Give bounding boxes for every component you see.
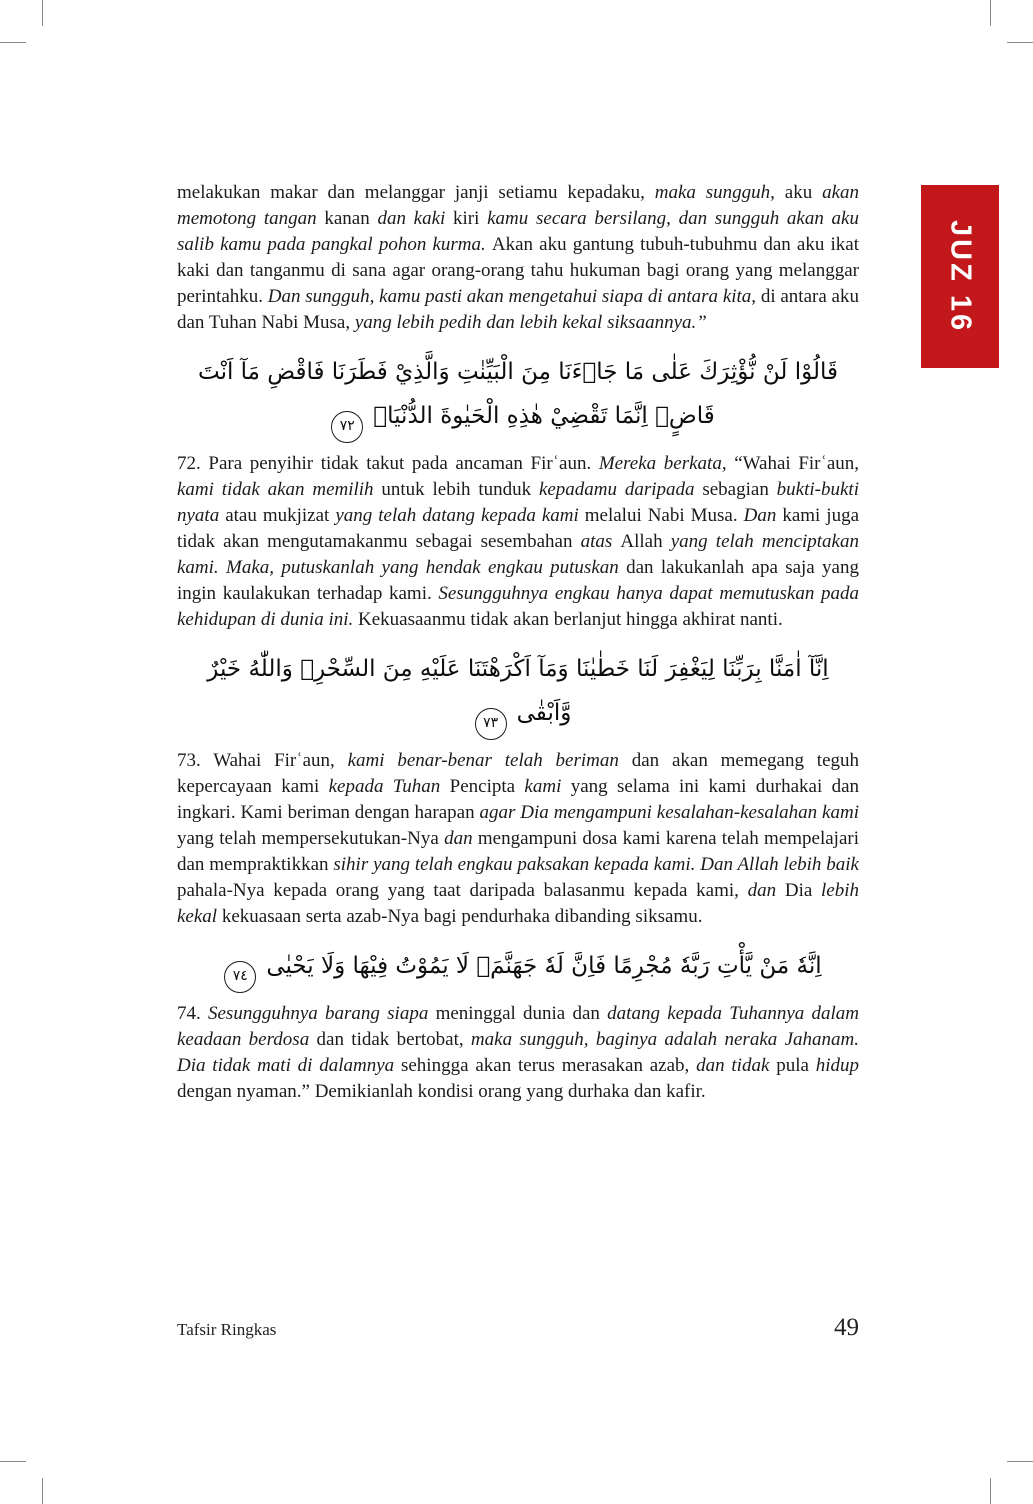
ayah-number-marker: ٧٣ bbox=[475, 708, 507, 740]
crop-mark-bottom-left-horizontal bbox=[0, 1461, 26, 1462]
arabic-verse-text: اِنَّهٗ مَنْ يَّأْتِ رَبَّهٗ مُجْرِمًا فَاِنَّ لَهٗ جَهَنَّمَۗ لَا يَمُوْتُ فِيْهَا وَلَا يَحْيٰى bbox=[266, 953, 822, 979]
crop-mark-top-right-horizontal bbox=[1007, 42, 1033, 43]
crop-mark-bottom-right-horizontal bbox=[1007, 1461, 1033, 1462]
crop-mark-bottom-left-vertical bbox=[42, 1478, 43, 1504]
arabic-verse bbox=[177, 944, 859, 993]
arabic-verse-text: اِنَّآ اٰمَنَّا بِرَبِّنَا لِيَغْفِرَ لَنَا خَطٰيٰنَا وَمَآ اَكْرَهْتَنَا عَلَيْهِ مِنَ السِّحْرِۗ وَاللّٰهُ خَيْرٌ وَّاَبْقٰى bbox=[207, 656, 829, 726]
translation-paragraph: 72. Para penyihir tidak takut pada ancaman Firʿaun. Mereka berkata, “Wahai Firʿaun, kami tidak akan memilih untuk lebih tunduk kepadamu daripada sebagian bukti-bukti nyata atau mukjizat yang telah datang kepada kami melalui Nabi Musa. Dan kami juga tidak akan mengutamakanmu sebagai sesembahan atas Allah yang telah menciptakan kami. Maka, putuskanlah yang hendak engkau putuskan dan lakukanlah apa saja yang ingin kaulakukan terhadap kami. Sesungguhnya engkau hanya dapat memutuskan pada kehidupan di dunia ini. Kekuasaanmu tidak akan berlanjut hingga akhirat nanti. bbox=[177, 453, 859, 630]
juz-16-tab bbox=[921, 185, 999, 368]
footer bbox=[177, 1314, 859, 1342]
juz-tab-label: JUZ 16 bbox=[944, 219, 977, 334]
translation-paragraph: 74. Sesungguhnya barang siapa meninggal dunia dan datang kepada Tuhannya dalam keadaan berdosa dan tidak bertobat, maka sungguh, baginya adalah neraka Jahanam. Dia tidak mati di dalamnya sehingga akan terus merasakan azab, dan tidak pula hidup dengan nyaman.” Demikianlah kondisi orang yang durhaka dan kafir. bbox=[177, 1003, 860, 1102]
translation-paragraph: melakukan makar dan melanggar janji setiamu kepadaku, maka sungguh, aku akan memotong tangan kanan dan kaki kiri kamu secara bersilang, dan sungguh akan aku salib kamu pada pangkal pohon kurma. Akan aku gantung tubuh-tubuhmu dan aku ikat kaki dan tanganmu di sana agar orang-orang tahu hukuman bagi orang yang melanggar perintahku. Dan sungguh, kamu pasti akan mengetahui siapa di antara kita, di antara aku dan Tuhan Nabi Musa, yang lebih pedih dan lebih kekal siksaannya.” bbox=[177, 182, 859, 333]
arabic-verse-text: قَالُوْا لَنْ نُّؤْثِرَكَ عَلٰى مَا جَاۤءَنَا مِنَ الْبَيِّنٰتِ وَالَّذِيْ فَطَرَنَا فَاقْضِ مَآ اَنْتَ قَاضٍۗ اِنَّمَا تَقْضِيْ هٰذِهِ الْحَيٰوةَ الدُّنْيَاۗ bbox=[197, 359, 838, 429]
arabic-verse bbox=[177, 647, 859, 740]
arabic-verse bbox=[177, 350, 859, 443]
ayah-number-marker: ٧٢ bbox=[331, 411, 363, 443]
book-title: Tafsir Ringkas bbox=[177, 1320, 277, 1339]
page-number: 49 bbox=[834, 1314, 859, 1341]
translation-paragraph: 73. Wahai Firʿaun, kami benar-benar telah beriman dan akan memegang teguh kepercayaan kami kepada Tuhan Pencipta kami yang selama ini kami durhakai dan ingkari. Kami beriman dengan harapan agar Dia mengampuni kesalahan-kesalahan kami yang telah mempersekutukan-Nya dan mengampuni dosa kami karena telah mempelajari dan mempraktikkan sihir yang telah engkau paksakan kepada kami. Dan Allah lebih baik pahala-Nya kepada orang yang taat daripada balasanmu kepada kami, dan Dia lebih kekal kekuasaan serta azab-Nya bagi pendurhaka dibanding siksamu. bbox=[177, 750, 860, 927]
content-column bbox=[177, 180, 859, 1105]
ayah-number-marker: ٧٤ bbox=[224, 961, 256, 993]
crop-mark-top-right-vertical bbox=[990, 0, 991, 26]
crop-mark-top-left-horizontal bbox=[0, 42, 26, 43]
crop-mark-top-left-vertical bbox=[42, 0, 43, 26]
crop-mark-bottom-right-vertical bbox=[990, 1478, 991, 1504]
